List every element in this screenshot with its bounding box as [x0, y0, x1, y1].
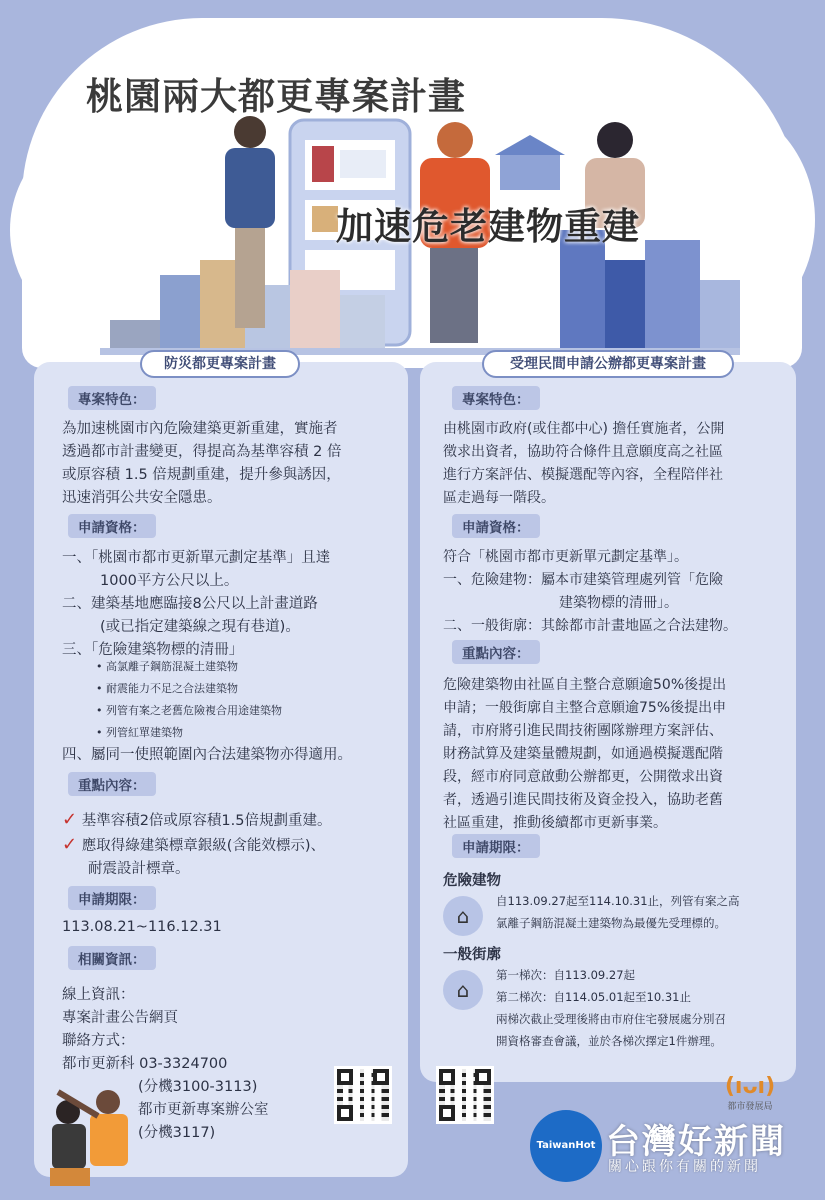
left-period-tag: 申請期限：	[68, 886, 156, 910]
list-item: • 高氯離子鋼筋混凝土建築物	[96, 660, 238, 673]
left-period-value: 113.08.21~116.12.31	[62, 919, 222, 935]
left-features-tag: 專案特色：	[68, 386, 156, 410]
left-panel-title: 防災都更專案計畫	[140, 350, 300, 378]
check-icon: ✓	[62, 809, 78, 830]
left-features-text: 為加速桃園市內危險建築更新重建，實施者 透過都市計畫變更，得提高為基準容積 2 倍 或原容積 1.5 倍規劃重建，提升參與誘因， 迅速消弭公共安全隱患。	[62, 421, 342, 506]
house-icon: ⌂	[443, 896, 483, 936]
left-info-tag: 相關資訊：	[68, 946, 156, 970]
left-key-tag: 重點內容：	[68, 772, 156, 796]
qr-code-left[interactable]	[334, 1066, 392, 1124]
qr-code-right[interactable]	[436, 1066, 494, 1124]
page-title: 桃園兩大都更專案計畫	[86, 75, 466, 118]
left-qualification-last: 四、屬同一使照範圍內合法建築物亦得適用。	[62, 747, 352, 763]
right-panel-title: 受理民間申請公辦都更專案計畫	[482, 350, 734, 378]
people-illustration	[28, 1072, 138, 1187]
left-info-text: 線上資訊： 專案計畫公告網頁 聯絡方式： 都市更新科 03-3324700	[62, 987, 228, 1072]
left-qualification-text: 一、「桃園市都市更新單元劃定基準」且達 1000平方公尺以上。 二、建築基地應臨接8公尺以上計畫道路 (或已指定建築線之現有巷道)。 三、「危險建築物標的清冊」	[62, 550, 331, 658]
right-period-tag: 申請期限：	[452, 834, 540, 858]
watermark-title: 台灣好新聞	[606, 1122, 786, 1162]
right-features-tag: 專案特色：	[452, 386, 540, 410]
right-features-text: 由桃園市政府(或住都中心) 擔任實施者，公開 徵求出資者，協助符合條件且意願度高之社區 進行方案評估、模擬選配等內容，全程陪伴社 區走過每一階段。	[443, 421, 725, 506]
house-icon: ⌂	[443, 970, 483, 1010]
danger-building-title: 危險建物	[443, 873, 501, 889]
left-info-extension: (分機3100-3113) 都市更新專案辦公室 (分機3117)	[138, 1079, 269, 1141]
danger-building-text: 自113.09.27起至114.10.31止，列管有案之高 氯離子鋼筋混凝土建築物為最優先受理標的。	[496, 894, 740, 930]
right-qualification-text: 符合「桃園市都市更新單元劃定基準」。 一、危險建物：屬本市建築管理處列管「危險 建築物標的清冊」。 二、一般街廓：其餘都市計畫地區之合法建物。	[443, 549, 737, 634]
list-item: • 列管有案之老舊危險複合用途建築物	[96, 704, 282, 717]
general-block-title: 一般街廓	[443, 947, 501, 963]
watermark	[530, 1110, 820, 1190]
check-icon: ✓	[62, 834, 78, 855]
watermark-subtitle: 關心跟你有關的新聞	[608, 1159, 761, 1175]
left-qualification-tag: 申請資格：	[68, 514, 156, 538]
list-item: • 耐震能力不足之合法建築物	[96, 682, 238, 695]
left-key-text: ✓ 基準容積2倍或原容積1.5倍規劃重建。 ✓ 應取得綠建築標章銀級(含能效標示)、 耐震設計標章。	[62, 809, 332, 877]
right-key-tag: 重點內容：	[452, 640, 540, 664]
general-block-text: 第一梯次：自113.09.27起 第二梯次：自114.05.01起至10.31止 兩梯次截止受理後將由市府住宅發展處分別召 開資格審查會議，並於各梯次擇定1件辦理。	[496, 968, 726, 1048]
page-subtitle: 加速危老建物重建	[336, 205, 640, 248]
urban-development-logo: (ıᴗı) 都市發展局	[724, 1074, 776, 1112]
right-key-text: 危險建築物由社區自主整合意願逾50%後提出 申請；一般街廓自主整合意願逾75%後提出申 請，市府將引進民間技術團隊辦理方案評估、 財務試算及建築量體規劃，如通過模擬選配階 段，經市府同意啟動公辦都更，公開徵求出資 者，透過引進民間技術及資金投入，協助老舊 社區重建，推動後續都市更新事業。	[443, 677, 727, 831]
left-qualification-sublist	[96, 656, 282, 744]
list-item: • 列管紅單建築物	[96, 726, 183, 739]
right-qualification-tag: 申請資格：	[452, 514, 540, 538]
watermark-logo: TaiwanHot	[530, 1110, 602, 1182]
